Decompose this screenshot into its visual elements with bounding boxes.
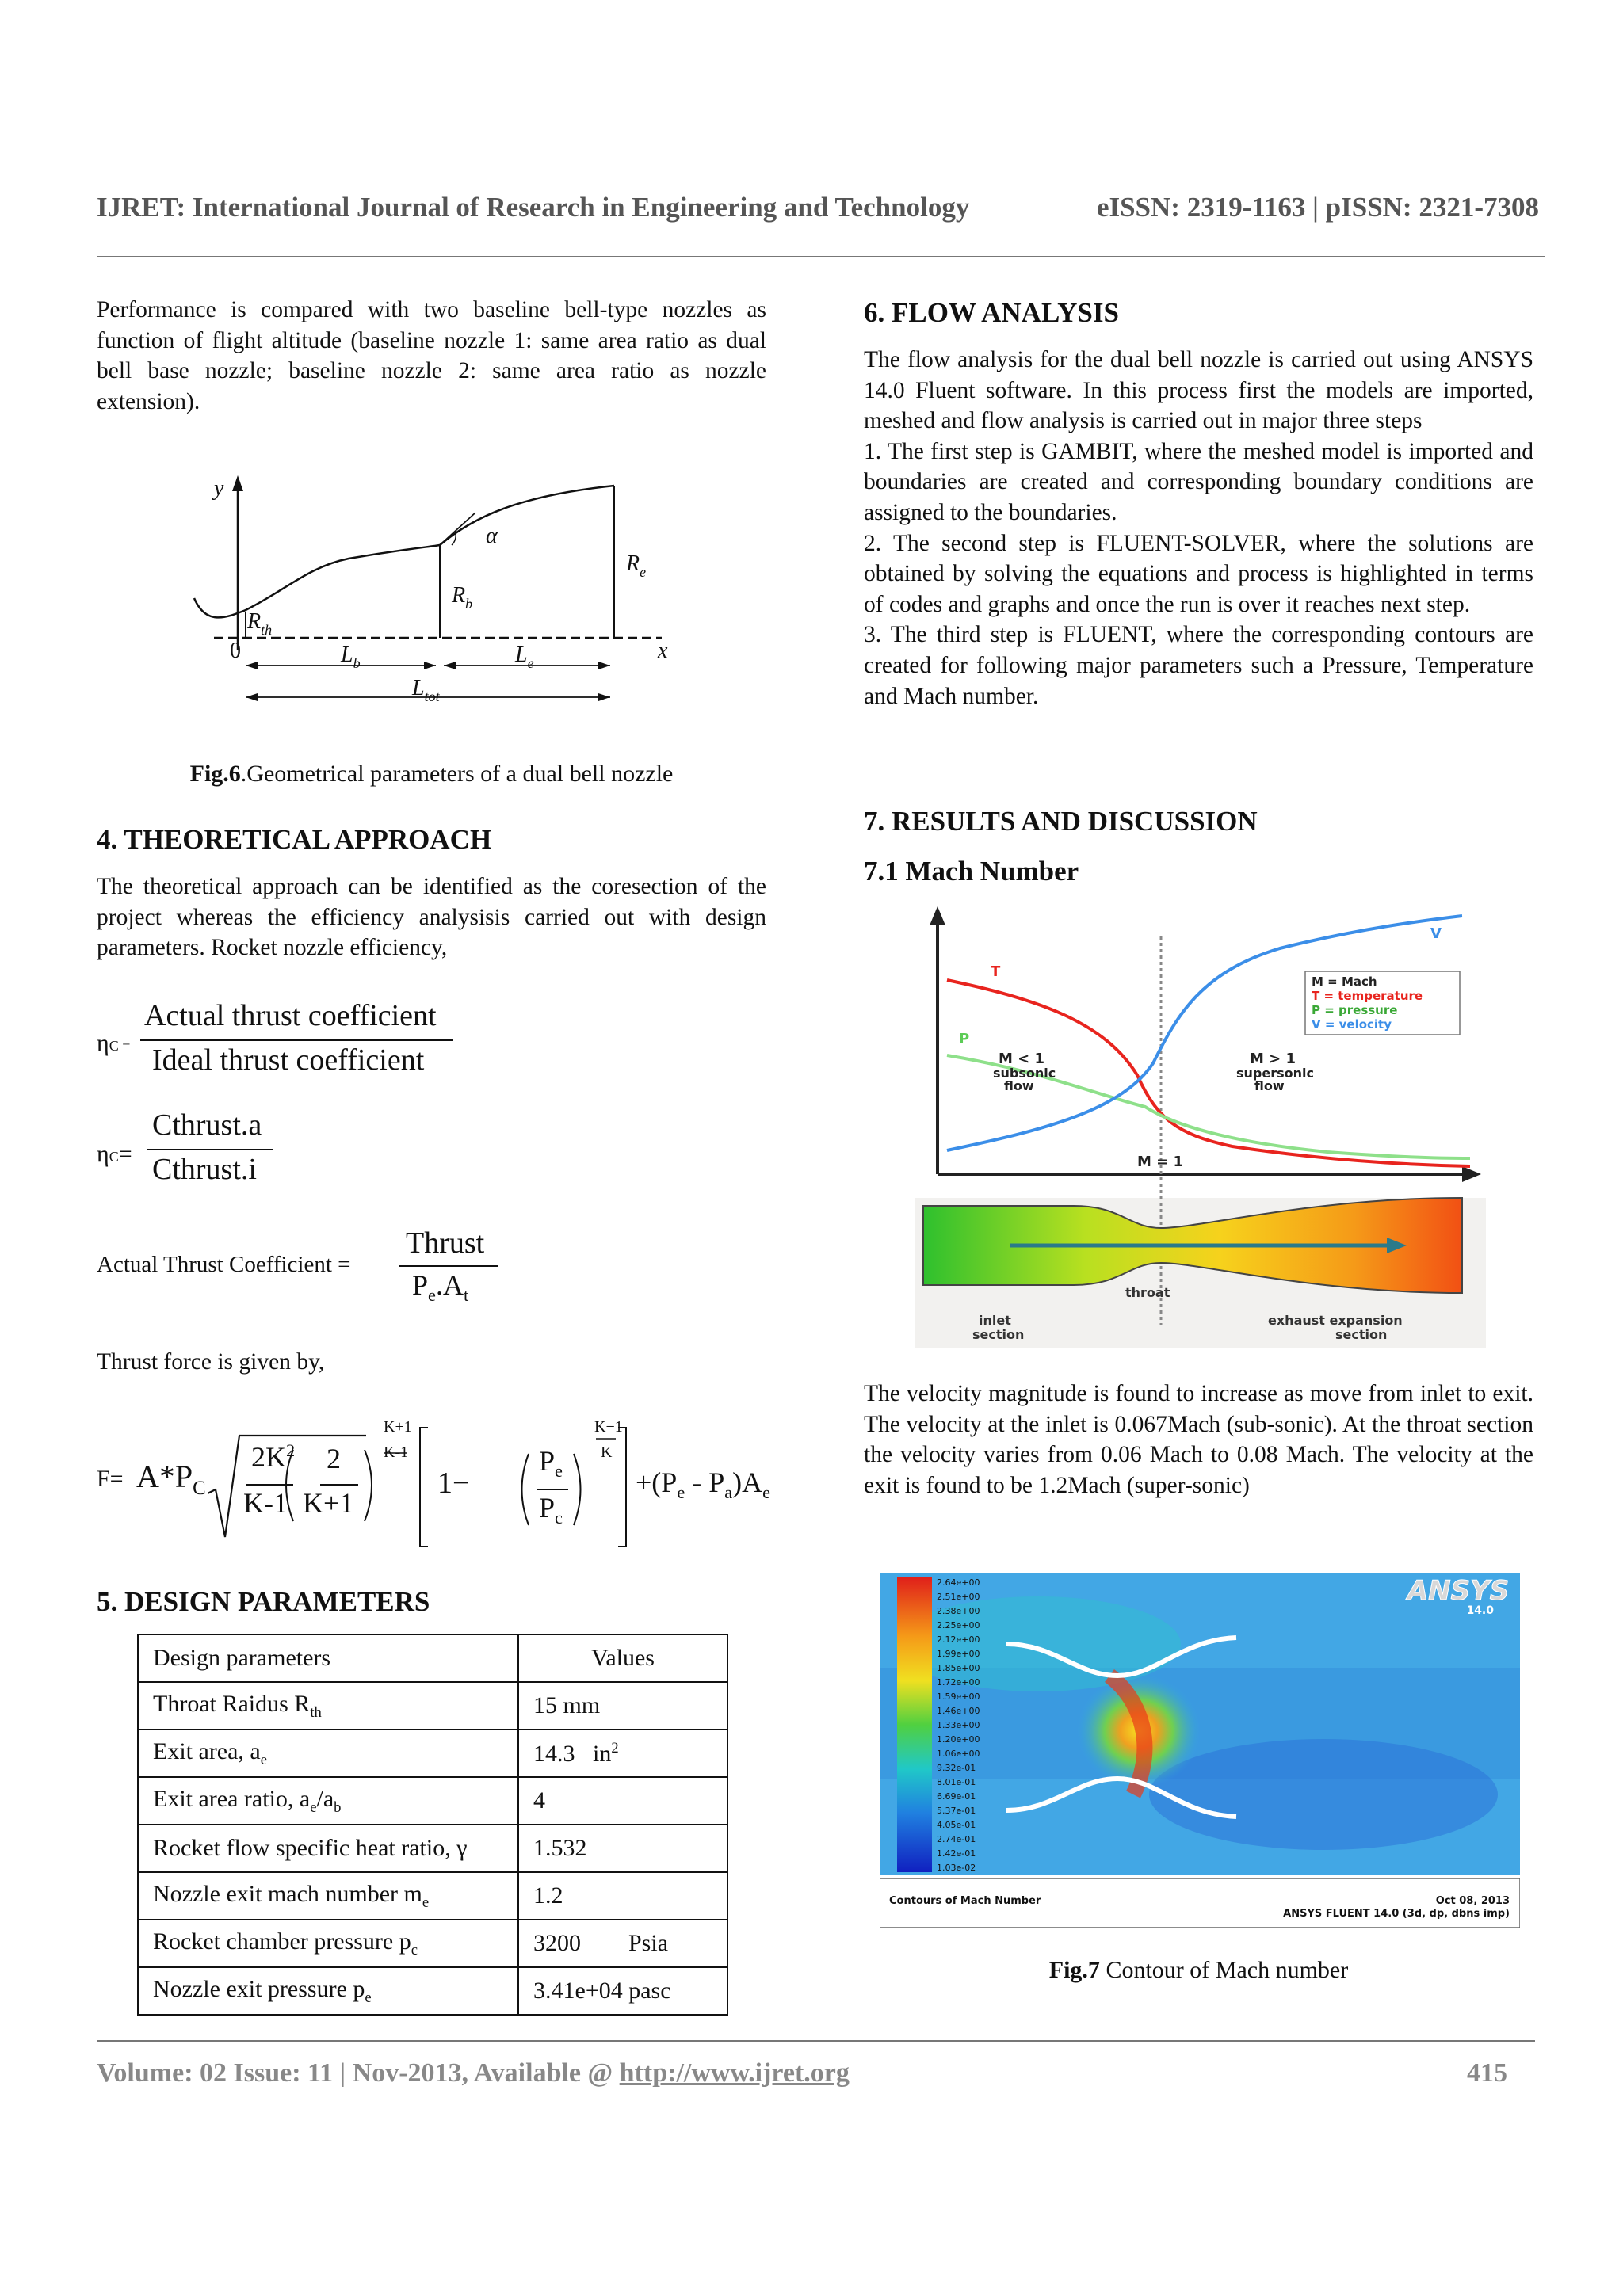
ltot-arrow-left xyxy=(246,693,258,701)
label-alpha: α xyxy=(486,524,498,548)
supersonic-label-3: flow xyxy=(1254,1078,1285,1093)
footer-url-link[interactable]: http://www.ijret.org xyxy=(619,2058,850,2088)
supersonic-label-1: M > 1 xyxy=(1250,1051,1296,1067)
label-x: x xyxy=(658,639,668,663)
equation-efficiency-2: ηC= Cthrust.a Cthrust.i xyxy=(97,1101,334,1196)
mach-contour-plot xyxy=(880,1573,1520,1928)
scale-tick-label: 6.69e-01 xyxy=(937,1791,976,1802)
scale-tick-label: 9.32e-01 xyxy=(937,1763,976,1773)
color-scale xyxy=(897,1577,932,1872)
table-row: Rocket chamber pressure $p_c$ 3200 Psia xyxy=(138,1920,727,1967)
scale-tick-label: 1.03e-02 xyxy=(937,1863,976,1873)
eq2-numerator: Cthrust.a xyxy=(152,1108,262,1142)
label-P: P xyxy=(959,1031,970,1047)
journal-title: IJRET: International Journal of Research in Engineering and Technology xyxy=(97,192,970,223)
label-V: V xyxy=(1430,925,1442,942)
scale-tick-label: 2.74e-01 xyxy=(937,1834,976,1844)
running-header xyxy=(97,192,1539,223)
legend-temperature: T = temperature xyxy=(1312,989,1423,1003)
design-parameters-table xyxy=(137,1634,728,2016)
scale-tick-label: 1.20e+00 xyxy=(937,1734,980,1745)
subsonic-label-2: subsonic xyxy=(993,1066,1056,1081)
lb-arrow-left xyxy=(246,662,258,669)
subsonic-label-3: flow xyxy=(1004,1078,1034,1093)
mach-number-diagram xyxy=(915,905,1486,1348)
section7-heading: 7. RESULTS AND DISCUSSION xyxy=(864,806,1258,837)
equation-actual-thrust-coefficient: Actual Thrust Coefficient = Thrust $P_e.A_t$ xyxy=(97,1224,509,1319)
scale-tick-label: 2.64e+00 xyxy=(937,1577,980,1588)
label-re: $R_e$ xyxy=(626,551,647,580)
exhaust-label-1: exhaust expansion xyxy=(1268,1313,1403,1328)
inlet-label-2: section xyxy=(972,1327,1025,1342)
mach-contour-figure xyxy=(880,1573,1520,1928)
supersonic-label-2: supersonic xyxy=(1236,1066,1314,1081)
le-arrow-right xyxy=(598,662,610,669)
label-rb: $R_b$ xyxy=(452,583,473,612)
contour-footer-solver: ANSYS FLUENT 14.0 (3d, dp, dbns imp) xyxy=(1283,1908,1510,1920)
scale-tick-label: 2.51e+00 xyxy=(937,1592,980,1602)
footer-volume: Volume: 02 Issue: 11 | Nov-2013, Available @ xyxy=(97,2058,620,2088)
label-T: T xyxy=(991,963,1001,980)
legend-pressure: P = pressure xyxy=(1312,1003,1398,1017)
scale-tick-label: 8.01e-01 xyxy=(937,1777,976,1787)
table-header-row xyxy=(138,1634,727,1682)
fig6-diagram xyxy=(182,471,697,725)
scale-tick-label: 1.06e+00 xyxy=(937,1749,980,1759)
scale-tick-label: 1.72e+00 xyxy=(937,1677,980,1688)
fig7-caption: Fig.7 Contour of Mach number xyxy=(1048,1957,1349,1983)
throat-label: throat xyxy=(1125,1285,1170,1300)
header-param: Design parameters xyxy=(138,1634,518,1682)
section6-heading: 6. FLOW ANALYSIS xyxy=(864,297,1119,328)
scale-tick-label: 1.42e-01 xyxy=(937,1848,976,1859)
equation-thrust-force: F= $A*P_C$ $2K^2$ K-1 2 K+1 K+1 K-1 1− $P_e$ $P_c$ K−1 K $+(P_e - P_a)A_e$ xyxy=(97,1410,770,1553)
table-row: Throat Raidus $R_{th}$ 15 mm xyxy=(138,1682,727,1730)
running-footer xyxy=(97,2058,1507,2088)
scale-tick-label: 2.38e+00 xyxy=(937,1606,980,1616)
label-le: $L_e$ xyxy=(515,643,534,671)
section4-text: The theoretical approach can be identified as the coresection of the project whereas the efficiency analysisis carried out with design parameters. Rocket nozzle efficiency, xyxy=(97,874,766,961)
section4-heading: 4. THEORETICAL APPROACH xyxy=(97,824,492,855)
lb-arrow-right xyxy=(424,662,436,669)
page-number: 415 xyxy=(1467,2058,1507,2088)
scale-tick-label: 2.12e+00 xyxy=(937,1634,980,1645)
subsonic-label-1: M < 1 xyxy=(999,1051,1045,1067)
eq1-numerator: Actual thrust coefficient xyxy=(144,999,437,1032)
scale-tick-label: 1.59e+00 xyxy=(937,1691,980,1702)
issn: eISSN: 2319-1163 | pISSN: 2321-7308 xyxy=(1096,192,1539,223)
header-rule xyxy=(97,256,1545,257)
eq1-denominator: Ideal thrust coefficient xyxy=(152,1043,425,1077)
velocity-paragraph: The velocity magnitude is found to increase as move from inlet to exit. The velocity at the inlet is 0.067Mach (sub-sonic). At the throat section the velocity varies from 0.06 Mach to 0.08 Mach. The velocity at the exit is found to be 1.2Mach (super-sonic) xyxy=(864,1381,1533,1498)
label-y: y xyxy=(214,476,224,501)
table-row: Nozzle exit mach number $m_e$ 1.2 xyxy=(138,1872,727,1920)
label-zero: 0 xyxy=(230,639,241,663)
table-row: Rocket flow specific heat ratio, γ 1.532 xyxy=(138,1825,727,1872)
footer-rule xyxy=(97,2040,1535,2042)
section71-heading: 7.1 Mach Number xyxy=(864,856,1079,887)
le-arrow-left xyxy=(444,662,456,669)
nozzle-contour xyxy=(194,486,614,617)
ansys-logo: ANSYS xyxy=(1407,1575,1510,1607)
section6-text: The flow analysis for the dual bell nozzle is carried out using ANSYS 14.0 Fluent software. In this process first the models are imported, meshed and flow analysis is carried out in major three steps 1. The first step is GAMBIT, where the meshed model is imported and boundaries are created and corresponding boundary conditions are assigned to the boundaries. 2. The second step is FLUENT-SOLVER, where the solutions are obtained by solving the equations and process is highlighted in terms of codes and graphs and once the run is over it reaches next step. 3. The third step is FLUENT, where the corresponding contours are created for following major parameters such a Pressure, Temperature and Mach number. xyxy=(864,347,1533,709)
legend-mach: M = Mach xyxy=(1312,974,1377,989)
y-axis-arrow xyxy=(232,475,243,491)
label-lb: $L_b$ xyxy=(341,643,361,671)
intro-paragraph: Performance is compared with two baseline bell-type nozzles as function of flight altitude (baseline nozzle 1: same area ratio as dual bell base nozzle; baseline nozzle 2: same area ratio as nozzle extension). xyxy=(97,297,766,414)
exhaust-label-2: section xyxy=(1335,1327,1388,1342)
scale-tick-label: 1.33e+00 xyxy=(937,1720,980,1730)
ltot-arrow-right xyxy=(598,693,610,701)
table-row: Exit area, $a_e$ 14.3 $in^2$ xyxy=(138,1730,727,1777)
equation-efficiency-1: ηC = Actual thrust coefficient Ideal thrust coefficient xyxy=(97,990,493,1085)
label-ltot: $L_{tot}$ xyxy=(412,676,440,704)
scale-tick-label: 1.99e+00 xyxy=(937,1649,980,1659)
scale-tick-label: 2.25e+00 xyxy=(937,1620,980,1630)
ansys-version: 14.0 xyxy=(1466,1604,1494,1617)
contour-footer-left: Contours of Mach Number xyxy=(889,1895,1041,1907)
contour-footer-date: Oct 08, 2013 xyxy=(1435,1895,1510,1907)
inlet-label-1: inlet xyxy=(979,1313,1011,1328)
thrust-force-text: Thrust force is given by, xyxy=(97,1349,325,1375)
label-rth: $R_{th}$ xyxy=(247,609,273,638)
scale-tick-label: 5.37e-01 xyxy=(937,1806,976,1816)
header-values: Values xyxy=(518,1634,727,1682)
scale-tick-label: 1.85e+00 xyxy=(937,1663,980,1673)
scale-tick-label: 1.46e+00 xyxy=(937,1706,980,1716)
eq2-denominator: Cthrust.i xyxy=(152,1153,257,1186)
alpha-tangent xyxy=(440,513,475,545)
legend-velocity: V = velocity xyxy=(1312,1017,1392,1032)
scale-tick-label: 4.05e-01 xyxy=(937,1820,976,1830)
section5-heading: 5. DESIGN PARAMETERS xyxy=(97,1586,430,1617)
m-equals-1-label: M = 1 xyxy=(1137,1154,1184,1170)
table-row: Exit area ratio, $a_e/a_b$ 4 xyxy=(138,1777,727,1825)
table-row: Nozzle exit pressure $p_e$ 3.41e+04 pasc xyxy=(138,1967,727,2015)
fig6-caption: Fig.6.Geometrical parameters of a dual bell nozzle xyxy=(189,761,674,787)
